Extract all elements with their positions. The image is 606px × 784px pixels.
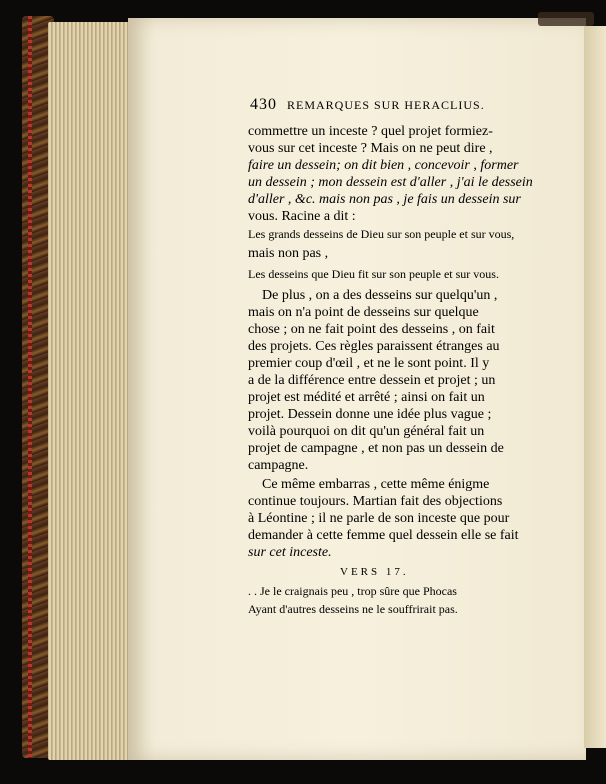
facing-page-edge — [584, 26, 606, 748]
text-line: d'aller , &c. mais non pas , je fais un dessein sur — [248, 192, 521, 207]
text-line: Ce même embarras , cette même énigme — [262, 477, 490, 492]
page-number: 430 — [250, 96, 277, 113]
verse-line: . . Je le craignais peu , trop sûre que Phocas — [248, 584, 457, 598]
text-line: demander à cette femme quel dessein elle se fait — [248, 528, 519, 543]
running-title: REMARQUES SUR HERACLIUS. — [287, 98, 485, 112]
verse-heading: VERS 17. — [340, 566, 409, 578]
quote-line: Les desseins que Dieu fit sur son peuple et sur vous. — [248, 267, 499, 281]
text-line: mais non pas , — [248, 246, 329, 261]
text-line: un dessein ; mon dessein est d'aller , j'ai le dessein — [248, 175, 533, 190]
verse-line: Ayant d'autres desseins ne le souffrirait pas. — [248, 602, 458, 616]
text-line: continue toujours. Martian fait des objections — [248, 494, 503, 509]
text-line: des projets. Ces règles paraissent étranges au — [248, 339, 500, 354]
text-line: campagne. — [248, 458, 309, 473]
text-line: De plus , on a des desseins sur quelqu'un , — [262, 288, 498, 303]
text-line: sur cet inceste. — [248, 545, 332, 560]
page-block-edges — [48, 22, 134, 760]
text-line: à Léontine ; il ne parle de son inceste que pour — [248, 511, 510, 526]
quote-line: Les grands desseins de Dieu sur son peuple et sur vous, — [248, 227, 515, 241]
text-line: faire un dessein; on dit bien , concevoir , former — [248, 158, 519, 173]
text-line: projet. Dessein donne une idée plus vague ; — [248, 407, 492, 422]
text-line: a de la différence entre dessein et projet ; un — [248, 373, 496, 388]
text-line: vous sur cet inceste ? Mais on ne peut dire , — [248, 141, 493, 156]
text-line: mais on n'a point de desseins sur quelque — [248, 305, 479, 320]
text-line: commettre un inceste ? quel projet formiez- — [248, 124, 493, 139]
text-line: vous. Racine a dit : — [248, 209, 356, 224]
running-header — [250, 96, 485, 114]
text-line: premier coup d'œil , et ne le sont point. Il y — [248, 356, 490, 371]
text-line: chose ; on ne fait point des desseins , on fait — [248, 322, 495, 337]
text-line: projet est médité et arrêté ; ainsi on fait un — [248, 390, 485, 405]
bookmark-strap — [538, 12, 594, 26]
text-line: voilà pourquoi on dit qu'un général fait un — [248, 424, 485, 439]
text-line: projet de campagne , et non pas un dessein de — [248, 441, 504, 456]
